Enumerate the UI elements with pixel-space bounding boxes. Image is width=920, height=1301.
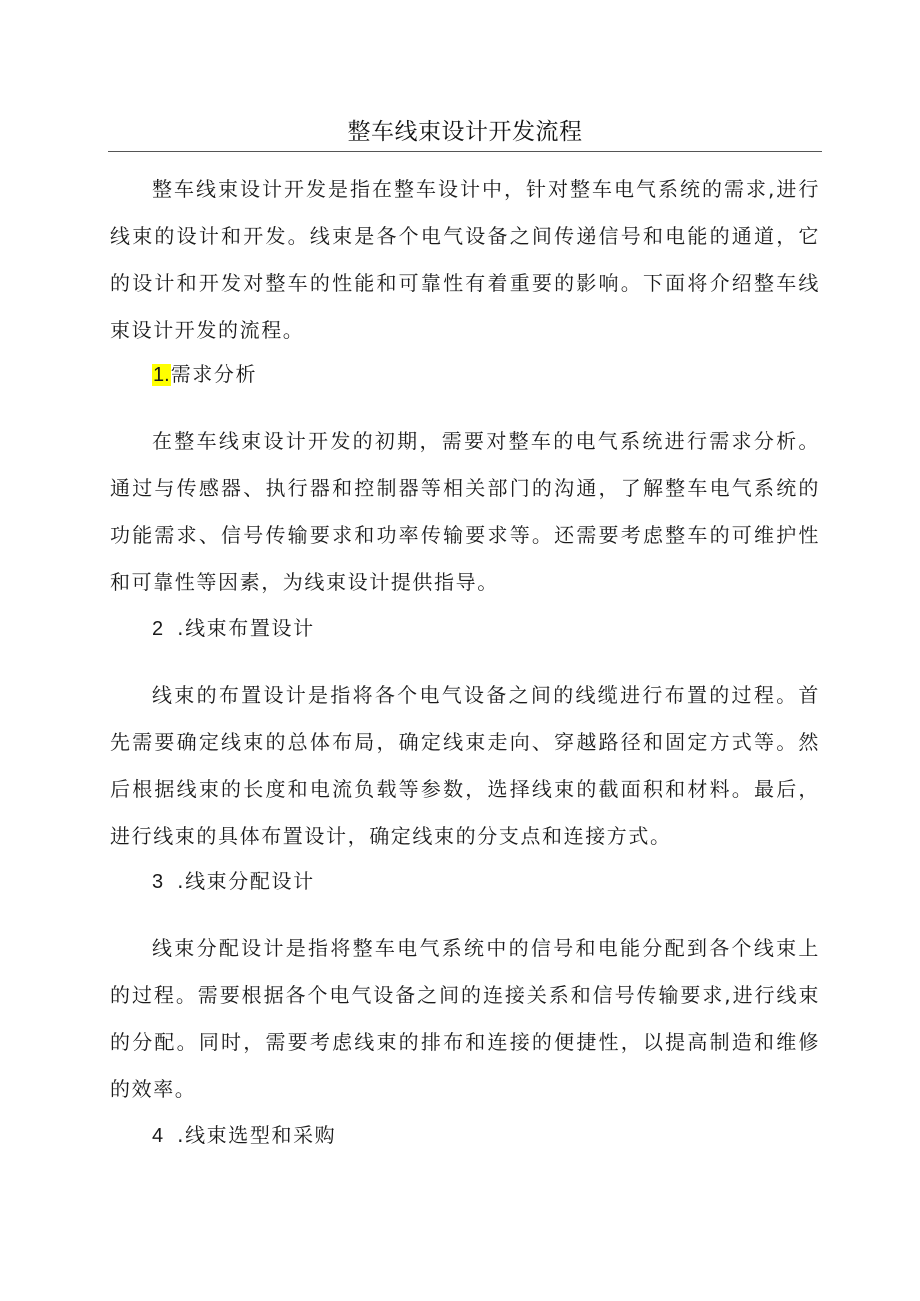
- section-2-body: 线束的布置设计是指将各个电气设备之间的线缆进行布置的过程。首先需要确定线束的总体布局，确定线束走向、穿越路径和固定方式等。然后根据线束的长度和电流负载等参数，选择线束的截面积和材料。最后，进行线束的具体布置设计，确定线束的分支点和连接方式。: [110, 683, 820, 848]
- section-4-heading: [152, 1120, 336, 1151]
- section-2-title: .线束布置设计: [177, 616, 315, 640]
- section-1-number: 1.: [153, 364, 170, 386]
- section-2-heading: [152, 613, 315, 644]
- section-1-heading: [152, 359, 257, 390]
- section-2-number: 2: [152, 618, 164, 640]
- section-4-title: .线束选型和采购: [177, 1123, 337, 1147]
- title-underline: [108, 151, 822, 152]
- section-3-heading: [152, 866, 315, 897]
- intro-paragraph: 整车线束设计开发是指在整车设计中，针对整车电气系统的需求,进行线束的设计和开发。线束是各个电气设备之间传递信号和电能的通道，它的设计和开发对整车的性能和可靠性有着重要的影响。下面将介绍整车线束设计开发的流程。: [110, 177, 820, 342]
- section-3-body: 线束分配设计是指将整车电气系统中的信号和电能分配到各个线束上的过程。需要根据各个电气设备之间的连接关系和信号传输要求,进行线束的分配。同时，需要考虑线束的排布和连接的便捷性，以提高制造和维修的效率。: [110, 936, 820, 1101]
- section-1-title: 需求分析: [170, 362, 258, 386]
- document-title: 整车线束设计开发流程: [347, 119, 583, 145]
- section-4-number: 4: [152, 1125, 164, 1147]
- section-3-title: .线束分配设计: [177, 869, 315, 893]
- section-3-number: 3: [152, 871, 164, 893]
- section-1-body: 在整车线束设计开发的初期，需要对整车的电气系统进行需求分析。通过与传感器、执行器和控制器等相关部门的沟通，了解整车电气系统的功能需求、信号传输要求和功率传输要求等。还需要考虑整车的可维护性和可靠性等因素，为线束设计提供指导。: [110, 429, 820, 594]
